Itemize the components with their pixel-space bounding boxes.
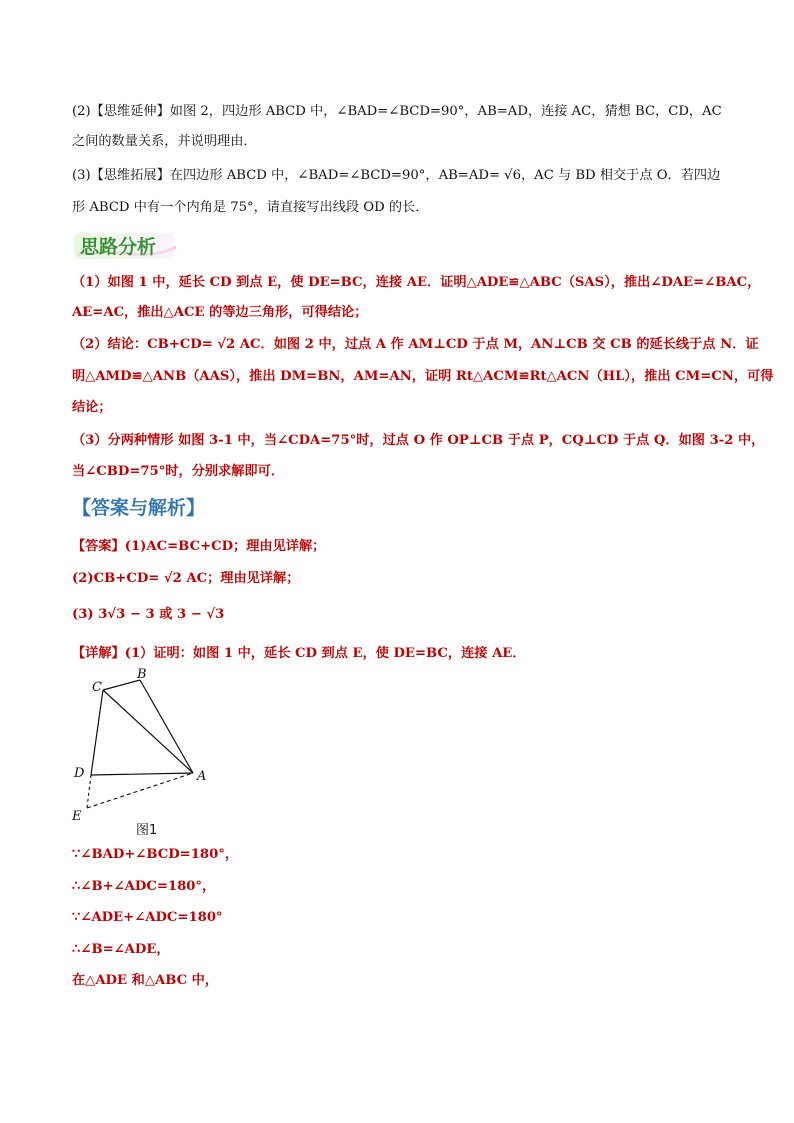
segment-dc <box>91 690 103 775</box>
analysis-p2-line3: 结论； <box>72 400 112 415</box>
analysis-p1-line1: （1）如图 1 中，延长 CD 到点 E，使 DE=BC，连接 AE．证明△ADE≌△ABC（SAS），推出∠DAE=∠BAC， <box>72 275 761 290</box>
label-point-d: D <box>74 766 85 781</box>
problem-q3-line1: (3)【思维拓展】在四边形 ABCD 中，∠BAD=∠BCD=90°，AB=AD= √6，AC 与 BD 相交于点 O．若四边 <box>72 168 721 183</box>
segment-ea-dashed <box>87 773 193 808</box>
analysis-p3-line1: （3）分两种情形 如图 3-1 中，当∠CDA=75°时，过点 O 作 OP⊥CB 于点 P，CQ⊥CD 于点 Q．如图 3-2 中， <box>72 433 765 448</box>
segment-ca <box>103 690 193 773</box>
problem-q2-line2: 之间的数量关系，并说明理由． <box>72 134 257 149</box>
label-point-e: E <box>72 809 82 824</box>
problem-q2-line1: (2)【思维延伸】如图 2，四边形 ABCD 中，∠BAD=∠BCD=90°，AB=AD，连接 AC，猜想 BC，CD，AC <box>72 104 722 119</box>
figure-caption: 图1 <box>136 823 158 838</box>
segment-ad <box>91 773 193 775</box>
label-point-c: C <box>92 680 102 695</box>
segment-cb <box>103 680 140 690</box>
answer-heading: 【答案与解析】 <box>72 497 206 519</box>
label-point-b: B <box>137 667 147 682</box>
proof-step-5: 在△ADE 和△ABC 中， <box>72 973 219 988</box>
analysis-badge <box>72 229 182 263</box>
answer-line1: 【答案】(1)AC=BC+CD；理由见详解； <box>72 539 326 554</box>
analysis-p2-line2: 明△AMD≌△ANB（AAS），推出 DM=BN，AM=AN，证明 Rt△ACM≌Rt△ACN（HL），推出 CM=CN，可得 <box>72 369 774 384</box>
answer-line3: (3) 3√3 − 3 或 3 − √3 <box>72 607 225 622</box>
figure-1 <box>70 664 220 840</box>
analysis-p1-line2: AE=AC，推出△ACE 的等边三角形，可得结论； <box>72 305 368 320</box>
analysis-badge-title: 思路分析 <box>80 236 157 258</box>
answer-detail: 【详解】(1）证明：如图 1 中，延长 CD 到点 E，使 DE=BC，连接 AE． <box>72 646 526 661</box>
label-point-a: A <box>197 769 207 784</box>
segment-de-dashed <box>87 775 91 808</box>
proof-step-1: ∵∠BAD+∠BCD=180°， <box>72 847 239 862</box>
proof-step-2: ∴∠B+∠ADC=180°， <box>72 879 216 894</box>
proof-step-4: ∴∠B=∠ADE， <box>72 942 170 957</box>
proof-step-3: ∵∠ADE+∠ADC=180° <box>72 910 223 925</box>
problem-q3-line2: 形 ABCD 中有一个内角是 75°，请直接写出线段 OD 的长． <box>72 200 429 215</box>
analysis-p2-line1: （2）结论：CB+CD= √2 AC．如图 2 中，过点 A 作 AM⊥CD 于点 M，AN⊥CB 交 CB 的延长线于点 N．证 <box>72 337 759 352</box>
segment-ba <box>140 680 193 773</box>
answer-line2: (2)CB+CD= √2 AC；理由见详解； <box>72 571 300 586</box>
analysis-p3-line2: 当∠CBD=75°时，分别求解即可． <box>72 464 284 479</box>
